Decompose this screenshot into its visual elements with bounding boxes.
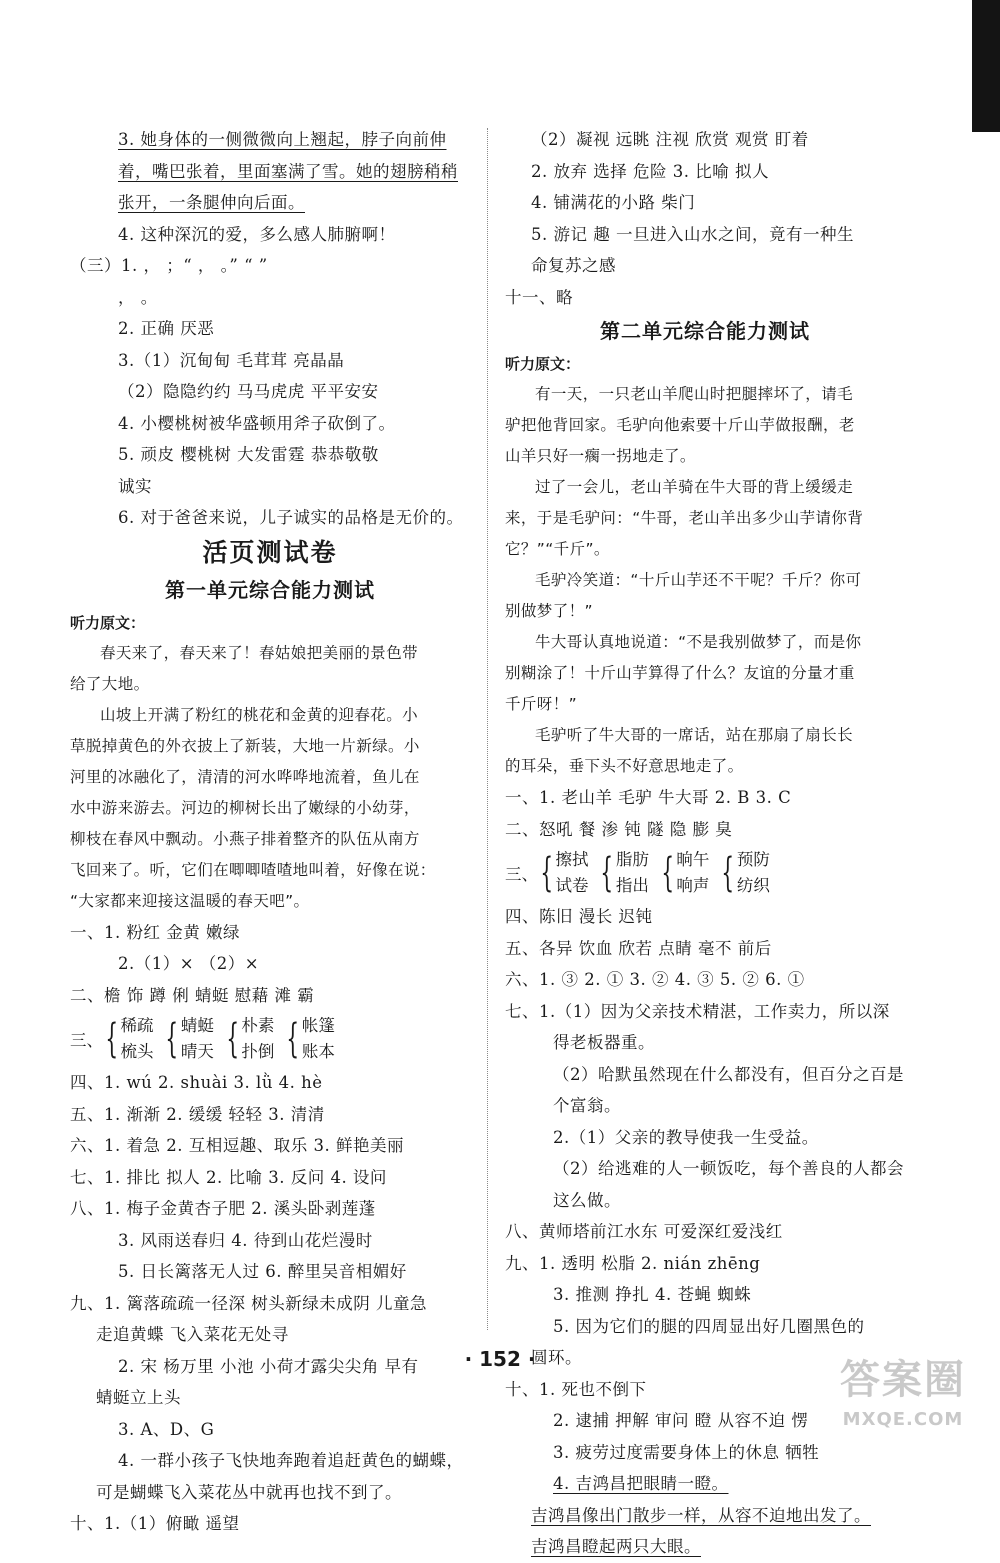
text-line: 山羊只好一瘸一拐地走了。 <box>505 447 696 465</box>
text-line: 四、陈旧 漫长 迟钝 <box>505 907 653 926</box>
text-line: 一、1. 粉红 金黄 嫩绿 <box>70 922 240 942</box>
text-line: 六、1. 着急 2. 互相逗趣、取乐 3. 鲜艳美丽 <box>70 1136 404 1155</box>
text-line: 3. 推测 挣扎 4. 苍蝇 蜘蛛 <box>553 1285 752 1304</box>
page-edge-tab <box>972 0 1000 132</box>
column-divider <box>487 128 488 1330</box>
left-column <box>70 124 470 1540</box>
text-line: 过了一会儿，老山羊骑在牛大哥的背上缓缓走 <box>535 478 854 496</box>
brace-word: 响声 <box>676 876 710 895</box>
text-line: “大家都来迎接这温暖的春天吧”。 <box>70 891 310 910</box>
text-line: 九、1. 篱落疏疏一径深 树头新绿未成阴 儿童急 <box>70 1293 427 1313</box>
text-line: 吉鸿昌像出门散步一样，从容不迫地出发了。 <box>531 1505 871 1525</box>
brace-icon: { <box>721 850 735 896</box>
brace-row <box>505 845 905 901</box>
brace-word: 账本 <box>301 1042 335 1061</box>
section-heading-unit2: 第二单元综合能力测试 <box>600 319 810 343</box>
text-line: 6. 对于爸爸来说，儿子诚实的品格是无价的。 <box>118 508 464 527</box>
listening-passage <box>70 638 470 917</box>
text-line: 4. 吉鸿昌把眼睛一瞪。 <box>553 1474 729 1493</box>
text-line: 3. 她身体的一侧微微向上翘起，脖子向前伸 <box>118 130 447 149</box>
text-line: 八、黄师塔前江水东 可爱深红爱浅红 <box>505 1222 783 1241</box>
text-line: 有一天，一只老山羊爬山时把腿摔坏了，请毛 <box>535 385 854 403</box>
page-number: · 152 · <box>464 1347 536 1371</box>
text-line: 3. A、D、G <box>118 1419 215 1439</box>
brace-icon: { <box>600 850 614 896</box>
brace-group <box>659 847 709 899</box>
text-line: 可是蝴蝶飞入菜花丛中就再也找不到了。 <box>96 1482 402 1502</box>
brace-word: 蜻蜓 <box>180 1016 214 1035</box>
left-answers-top <box>70 124 470 534</box>
brace-group <box>284 1013 334 1065</box>
text-line: 别做梦了！” <box>505 602 593 620</box>
brace-icon: { <box>226 1016 239 1062</box>
text-line: 二、檐 饰 蹲 俐 蜻蜓 慰藉 滩 霸 <box>70 985 315 1005</box>
text-line: 4. 一群小孩子飞快地奔跑着追赶黄色的蝴蝶， <box>118 1451 464 1470</box>
brace-word: 试卷 <box>555 876 589 895</box>
text-line: （2）给逃难的人一顿饭吃，每个善良的人都会 <box>553 1159 904 1178</box>
brace-word: 帐篷 <box>301 1016 335 1035</box>
text-line: 牛大哥认真地说道：“不是我别做梦了，而是你 <box>535 633 862 651</box>
text-line: 2. 逮捕 押解 审问 瞪 从容不迫 愣 <box>553 1411 809 1430</box>
text-line: （三）1. ， ；“ ， 。” “ ” <box>70 256 268 275</box>
brace-word: 扑倒 <box>241 1042 275 1061</box>
brace-word: 脂肪 <box>615 850 649 869</box>
text-line: 诚实 <box>118 476 152 496</box>
brace-word: 擦拭 <box>555 850 589 869</box>
text-line: 四、1. wú 2. shuài 3. lǜ 4. hè <box>70 1073 323 1092</box>
text-line: 五、1. 渐渐 2. 缓缓 轻轻 3. 清清 <box>70 1104 325 1124</box>
text-line: 九、1. 透明 松脂 2. nián zhēng <box>505 1253 761 1273</box>
text-line: 十、1.（1）俯瞰 遥望 <box>70 1514 240 1533</box>
text-line: 5. 因为它们的腿的四周显出好几圈黑色的 <box>553 1316 865 1336</box>
text-line: 命复苏之感 <box>531 256 616 275</box>
text-line: 5. 日长篱落无人过 6. 醉里吴音相媚好 <box>118 1262 407 1281</box>
section-heading-unit1: 第一单元综合能力测试 <box>165 577 375 602</box>
text-line: 柳枝在春风中飘动。小燕子排着整齐的队伍从南方 <box>70 829 420 848</box>
text-line: 圆环。 <box>531 1348 582 1367</box>
text-line: 毛驴听了牛大哥的一席话，站在那扇了扇长长 <box>535 726 854 744</box>
text-line: 的耳朵，垂下头不好意思地走了。 <box>505 757 744 775</box>
text-line: 张开，一条腿伸向后面。 <box>118 193 305 212</box>
brace-word: 晌午 <box>676 850 710 869</box>
text-line: 十、1. 死也不倒下 <box>505 1379 647 1399</box>
text-line: 别糊涂了！十斤山芋算得了什么？友谊的分量才重 <box>505 664 855 682</box>
text-line: 吉鸿昌瞪起两只大眼。 <box>531 1537 701 1556</box>
text-line: 3. 疲劳过度需要身体上的休息 牺牲 <box>553 1442 820 1462</box>
brace-row <box>70 1011 470 1067</box>
text-line: 二、怒吼 餐 渗 钝 隧 隐 膨 臭 <box>505 819 733 839</box>
brace-group <box>103 1013 153 1065</box>
text-line: 4. 小樱桃树被华盛顿用斧子砍倒了。 <box>118 413 396 433</box>
text-line: 七、1. 排比 拟人 2. 比喻 3. 反问 4. 设问 <box>70 1167 387 1187</box>
text-line: 4. 铺满花的小路 柴门 <box>531 193 696 212</box>
text-line: 2. 放弃 选择 危险 3. 比喻 拟人 <box>531 161 769 181</box>
text-line: 毛驴冷笑道：“十斤山芋还不干呢？千斤？你可 <box>535 571 862 589</box>
brace-icon: { <box>286 1016 300 1062</box>
text-line: 来，于是毛驴问：“牛哥，老山羊出多少山芋请你背 <box>505 509 864 527</box>
text-line: 驴把他背回家。毛驴向他索要十斤山芋做报酬，老 <box>505 416 855 434</box>
brace-group <box>598 847 648 899</box>
text-line: 六、1. ③ 2. ① 3. ② 4. ③ 5. ② 6. ① <box>505 970 805 989</box>
text-line: 4. 这种深沉的爱，多么感人肺腑啊！ <box>118 224 396 244</box>
text-line: 2.（1）× （2）× <box>118 954 260 973</box>
text-line: ， 。 <box>118 287 158 307</box>
text-line: 它？”“千斤”。 <box>505 540 610 558</box>
brace-group <box>719 847 769 899</box>
text-line: 草脱掉黄色的外衣披上了新装，大地一片新绿。小 <box>70 736 420 755</box>
listening-title: 听力原文： <box>70 613 146 632</box>
text-line: 这么做。 <box>553 1190 621 1210</box>
brace-icon: { <box>105 1016 119 1062</box>
brace-word: 梳头 <box>120 1042 154 1061</box>
text-line: 2.（1）父亲的教导使我一生受益。 <box>553 1127 819 1147</box>
text-line: 2. 宋 杨万里 小池 小荷才露尖尖角 早有 <box>118 1356 419 1376</box>
brace-word: 晴天 <box>180 1042 214 1061</box>
text-line: 个富翁。 <box>553 1096 621 1115</box>
brace-word: 预防 <box>736 850 770 869</box>
text-line: 春天来了，春天来了！春姑娘把美丽的景色带 <box>100 643 419 662</box>
right-answers-mid <box>505 782 905 845</box>
brace-icon: { <box>165 1016 179 1062</box>
text-line: 水中游来游去。河边的柳树长出了嫩绿的小幼芽， <box>70 798 420 817</box>
brace-word: 纺织 <box>736 876 770 895</box>
text-line: 山坡上开满了粉红的桃花和金黄的迎春花。小 <box>100 705 419 724</box>
text-line: 给了大地。 <box>70 674 150 693</box>
text-line: （2）隐隐约约 马马虎虎 平平安安 <box>118 382 379 401</box>
text-line: 一、1. 老山羊 毛驴 牛大哥 2. B 3. C <box>505 788 792 807</box>
question-number: 三、 <box>70 1031 103 1050</box>
text-line: （2）凝视 远眺 注视 欣赏 观赏 盯着 <box>531 130 809 149</box>
text-line: 飞回来了。听，它们在唧唧喳喳地叫着，好像在说： <box>70 860 436 879</box>
text-line: 河里的冰融化了，清清的河水哗哗地流着，鱼儿在 <box>70 767 420 786</box>
text-line: 七、1.（1）因为父亲技术精湛，工作卖力，所以深 <box>505 1001 890 1021</box>
brace-icon: { <box>661 850 674 896</box>
brace-group <box>538 847 588 899</box>
brace-word: 朴素 <box>241 1016 275 1035</box>
text-line: 千斤呀！” <box>505 695 578 713</box>
right-answers-bottom <box>505 901 905 1563</box>
watermark-logo: 答案圈 MXQE.COM <box>840 1357 966 1430</box>
brace-icon: { <box>540 850 554 896</box>
right-answers-top <box>505 124 905 313</box>
listening-title: 听力原文： <box>505 355 581 373</box>
left-answers-bottom <box>70 1067 470 1540</box>
brace-group <box>163 1013 213 1065</box>
text-line: 3. 风雨送春归 4. 待到山花烂漫时 <box>118 1230 373 1250</box>
text-line: 5. 游记 趣 一旦进入山水之间，竟有一种生 <box>531 224 854 244</box>
big-heading: 活页测试卷 <box>202 537 338 567</box>
text-line: 3.（1）沉甸甸 毛茸茸 亮晶晶 <box>118 350 345 370</box>
listening-passage <box>505 379 905 782</box>
text-line: 走追黄蝶 飞入菜花无处寻 <box>96 1325 289 1344</box>
left-answers-mid <box>70 917 470 1012</box>
brace-word: 稀疏 <box>120 1016 154 1035</box>
text-line: 得老板器重。 <box>553 1033 655 1052</box>
brace-group <box>224 1013 274 1065</box>
text-line: 5. 顽皮 樱桃树 大发雷霆 恭恭敬敬 <box>118 445 379 464</box>
brace-word: 指出 <box>615 876 649 895</box>
text-line: 八、1. 梅子金黄杏子肥 2. 溪头卧剥莲蓬 <box>70 1199 376 1218</box>
text-line: 五、各异 饮血 欣若 点睛 毫不 前后 <box>505 938 772 958</box>
text-line: 2. 正确 厌恶 <box>118 319 215 338</box>
text-line: （2）哈默虽然现在什么都没有，但百分之百是 <box>553 1064 904 1084</box>
text-line: 着，嘴巴张着，里面塞满了雪。她的翅膀稍稍 <box>118 161 458 181</box>
question-number: 三、 <box>505 865 538 884</box>
text-line: 十一、略 <box>505 287 573 307</box>
text-line: 蜻蜓立上头 <box>96 1388 181 1407</box>
